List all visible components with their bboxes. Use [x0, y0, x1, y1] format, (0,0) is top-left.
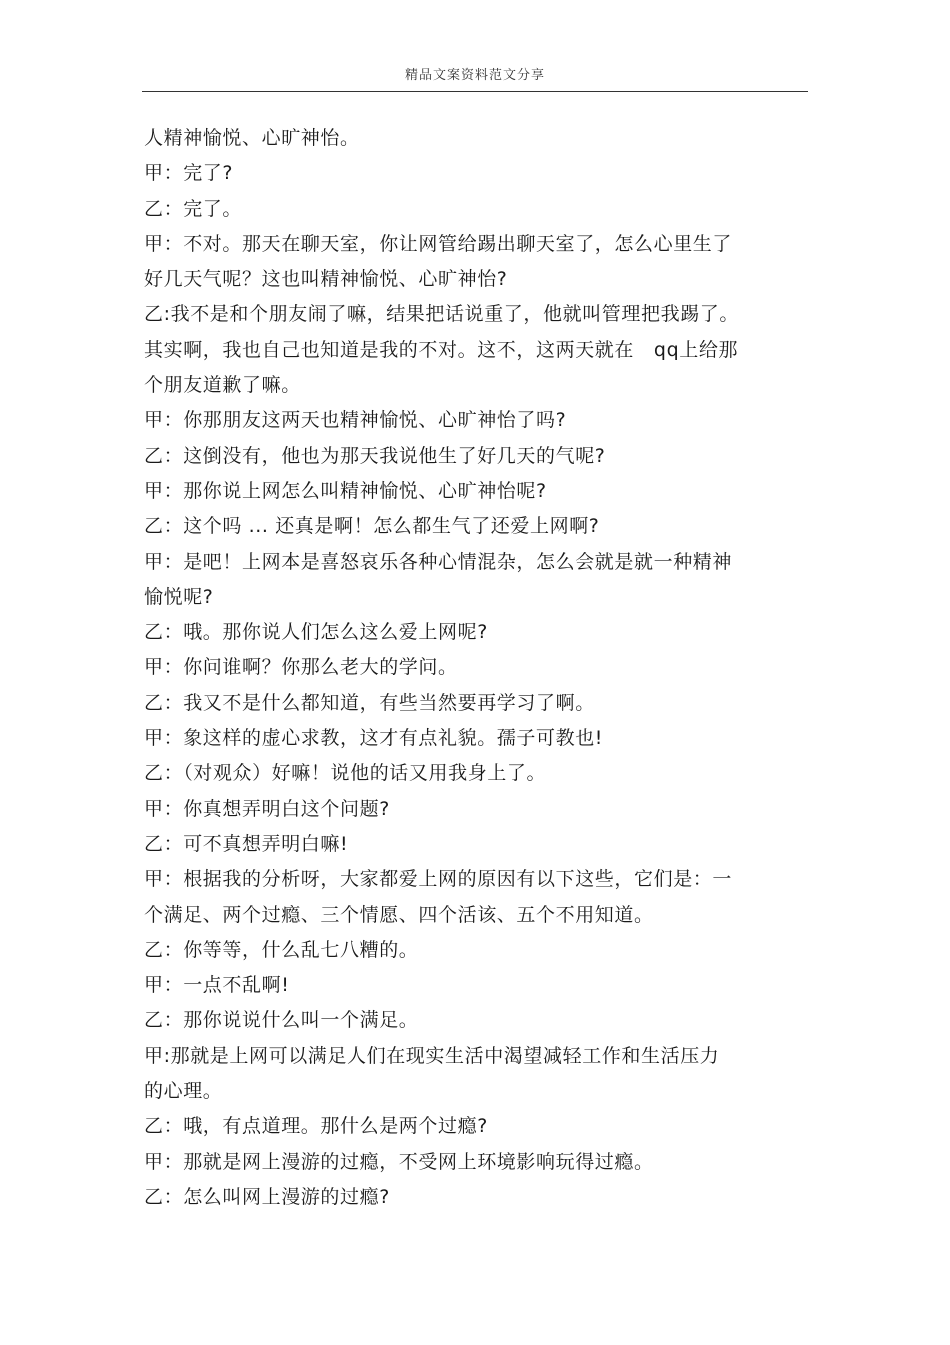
text-line: 乙：那你说说什么叫一个满足。	[144, 1009, 419, 1032]
text-line: 乙:我不是和个朋友闹了嘛，结果把话说重了，他就叫管理把我踢了。	[144, 303, 740, 326]
text-line: 乙：我又不是什么都知道，有些当然要再学习了啊。	[144, 691, 595, 714]
text-line: 乙：这个吗 ... 还真是啊！怎么都生气了还爱上网啊?	[144, 515, 600, 538]
text-line: 甲：象这样的虚心求教，这才有点礼貌。孺子可教也!	[144, 727, 604, 750]
text-line: 甲：一点不乱啊!	[144, 974, 290, 997]
text-line: 乙：你等等，什么乱七八糟的。	[144, 938, 419, 961]
text-line: 乙：哦，有点道理。那什么是两个过瘾?	[144, 1115, 488, 1138]
text-line: 的心理。	[144, 1080, 223, 1103]
text-line: 乙：可不真想弄明白嘛!	[144, 832, 349, 855]
text-line: 愉悦呢?	[144, 585, 214, 608]
text-line: 甲：完了?	[144, 162, 234, 185]
text-line: 甲：根据我的分析呀，大家都爱上网的原因有以下这些，它们是：一	[144, 868, 733, 891]
text-line: 甲：不对。那天在聊天室，你让网管给踢出聊天室了，怎么心里生了	[144, 232, 733, 255]
text-line: 乙：怎么叫网上漫游的过瘾?	[144, 1185, 390, 1208]
text-line: 个朋友道歉了嘛。	[144, 374, 301, 397]
text-line: 甲：是吧！上网本是喜怒哀乐各种心情混杂，怎么会就是就一种精神	[144, 550, 733, 573]
text-line: 个满足、两个过瘾、三个情愿、四个活该、五个不用知道。	[144, 903, 654, 926]
text-line: 人精神愉悦、心旷神怡。	[144, 127, 360, 149]
text-line: 其实啊，我也自己也知道是我的不对。这不，这两天就在 qq上给那	[144, 338, 739, 361]
text-line: 甲:那就是上网可以满足人们在现实生活中渴望减轻工作和生活压力	[144, 1044, 720, 1067]
text-line: 甲：那就是网上漫游的过瘾，不受网上环境影响玩得过瘾。	[144, 1150, 654, 1173]
text-line: 好几天气呢？这也叫精神愉悦、心旷神怡?	[144, 268, 508, 291]
text-line: 甲：你那朋友这两天也精神愉悦、心旷神怡了吗?	[144, 409, 567, 432]
text-line: 甲：你真想弄明白这个问题?	[144, 797, 390, 820]
text-line: 乙：完了。	[144, 197, 243, 220]
text-line: 甲：那你说上网怎么叫精神愉悦、心旷神怡呢?	[144, 479, 547, 502]
text-line: 乙：哦。那你说人们怎么这么爱上网呢?	[144, 621, 488, 644]
text-line: 甲：你问谁啊？你那么老大的学问。	[144, 656, 458, 679]
header-divider	[142, 91, 808, 92]
document-body	[144, 121, 810, 1215]
page-header: 精品文案资料范文分享	[404, 68, 545, 83]
text-line: 乙：这倒没有，他也为那天我说他生了好几天的气呢?	[144, 444, 606, 467]
text-line: 乙：（对观众）好嘛！说他的话又用我身上了。	[144, 762, 547, 785]
